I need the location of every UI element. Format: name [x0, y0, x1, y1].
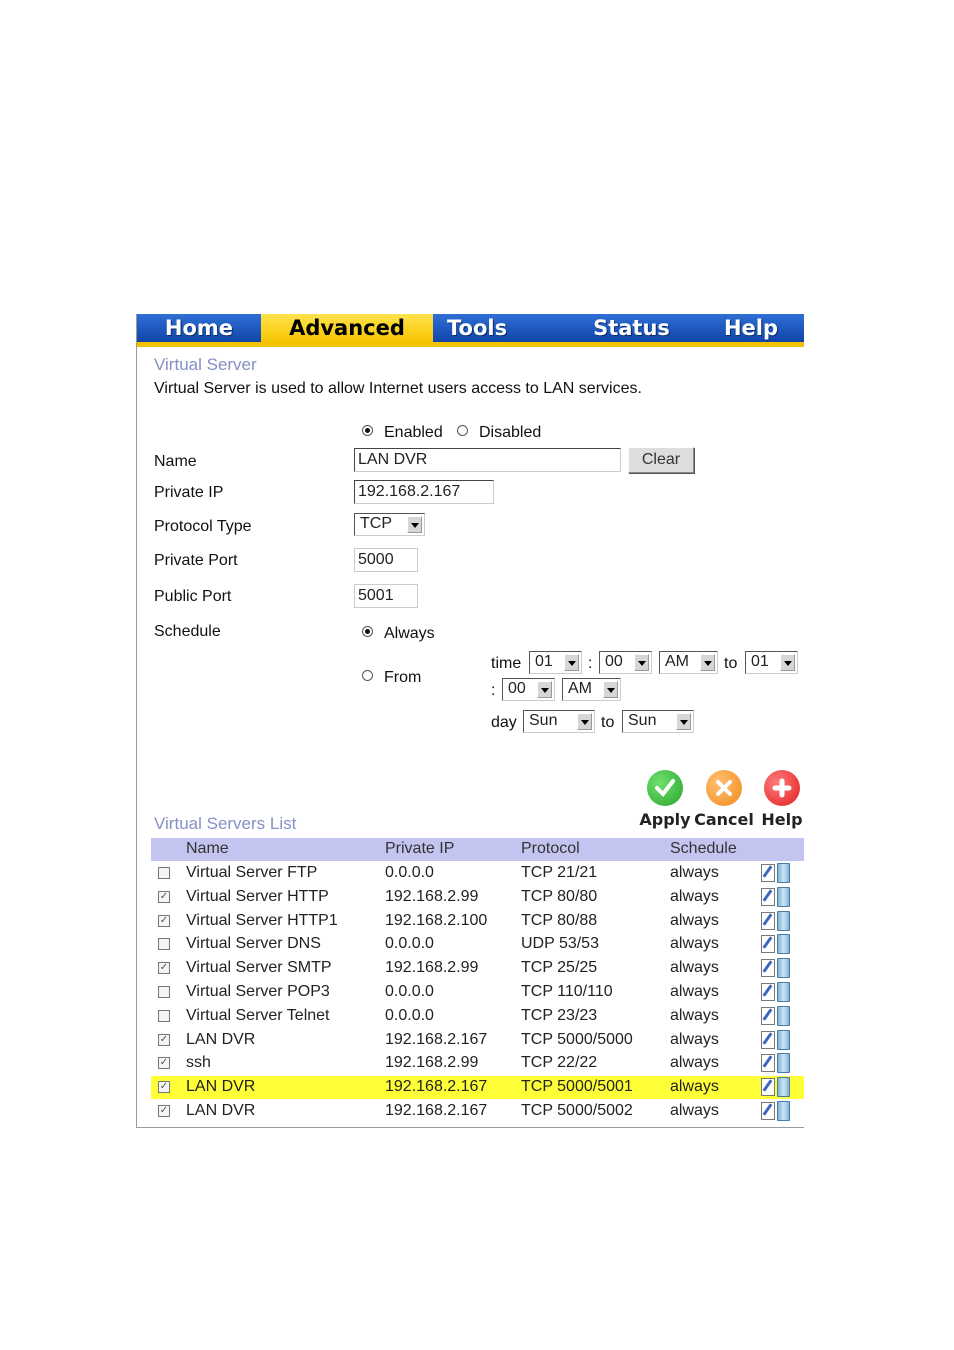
from-radio[interactable]: [362, 670, 373, 681]
to-minute-select[interactable]: [502, 678, 555, 701]
edit-icon[interactable]: [761, 912, 775, 930]
table-row[interactable]: [151, 981, 804, 1004]
chevron-down-icon: [577, 713, 592, 730]
row-checkbox[interactable]: [158, 986, 170, 998]
from-ampm-value: AM: [665, 653, 689, 670]
edit-icon[interactable]: [761, 1102, 775, 1120]
chevron-down-icon: [634, 654, 649, 671]
name-label: Name: [154, 453, 197, 470]
chevron-down-icon: [700, 654, 715, 671]
chevron-down-icon: [603, 681, 618, 698]
table-row[interactable]: [151, 886, 804, 909]
apply-button[interactable]: [634, 770, 696, 829]
time-label: time: [491, 655, 522, 672]
trash-icon[interactable]: [777, 934, 790, 954]
row-private-ip: 192.168.2.99: [385, 959, 479, 977]
row-schedule: always: [670, 959, 719, 977]
disabled-label: Disabled: [479, 424, 542, 441]
table-row[interactable]: [151, 862, 804, 885]
edit-icon[interactable]: [761, 1007, 775, 1025]
edit-icon[interactable]: [761, 1054, 775, 1072]
from-label: From: [384, 669, 422, 686]
table-row[interactable]: [151, 1100, 804, 1123]
table-row[interactable]: [151, 1052, 804, 1075]
row-checkbox[interactable]: ✓: [159, 1057, 169, 1069]
edit-icon[interactable]: [761, 959, 775, 977]
to-minute-value: 00: [508, 680, 526, 697]
trash-icon[interactable]: [777, 958, 790, 978]
row-protocol: TCP 5000/5002: [521, 1102, 633, 1119]
row-protocol: TCP 21/21: [521, 864, 598, 881]
chevron-down-icon: [537, 681, 552, 698]
row-name: Virtual Server Telnet: [186, 1006, 330, 1024]
nav-bar: [137, 314, 804, 342]
row-schedule: always: [670, 1006, 719, 1024]
row-private-ip: 192.168.2.167: [385, 1030, 488, 1048]
private-port-input[interactable]: 5000: [354, 548, 418, 572]
edit-icon[interactable]: [761, 983, 775, 1001]
row-checkbox[interactable]: ✓: [159, 1081, 169, 1093]
day-to-label: to: [601, 714, 615, 731]
protocol-value: TCP: [360, 515, 392, 532]
row-checkbox[interactable]: [158, 867, 170, 879]
row-schedule: always: [670, 1078, 719, 1096]
section-title: Virtual Server: [154, 355, 257, 374]
row-name: LAN DVR: [186, 1030, 256, 1048]
row-name: ssh: [186, 1054, 211, 1072]
x-icon: [706, 770, 742, 806]
row-protocol: UDP 53/53: [521, 935, 599, 953]
col-protocol: Protocol: [521, 840, 580, 857]
from-hour-value: 01: [535, 653, 553, 670]
row-schedule: always: [670, 887, 719, 905]
to-day-value: Sun: [628, 712, 657, 729]
day-label: day: [491, 714, 517, 731]
trash-icon[interactable]: [777, 1053, 790, 1073]
row-private-ip: 192.168.2.99: [385, 887, 479, 905]
row-schedule: always: [670, 983, 719, 1000]
time-colon-2: :: [491, 682, 496, 699]
row-protocol: TCP 80/80: [521, 887, 598, 905]
table-row[interactable]: [151, 933, 804, 956]
help-button[interactable]: [757, 770, 807, 829]
row-protocol: TCP 23/23: [521, 1006, 598, 1024]
row-protocol: TCP 22/22: [521, 1054, 598, 1072]
tab-status[interactable]: Status: [565, 314, 698, 342]
row-schedule: always: [670, 864, 719, 881]
from-ampm-select[interactable]: [659, 651, 718, 674]
to-hour-value: 01: [751, 653, 769, 670]
row-protocol: TCP 110/110: [521, 983, 613, 1000]
row-private-ip: 0.0.0.0: [385, 864, 434, 881]
trash-icon[interactable]: [777, 982, 790, 1002]
row-protocol: TCP 5000/5000: [521, 1030, 633, 1048]
tab-home[interactable]: Home: [137, 314, 261, 342]
table-row[interactable]: [151, 1029, 804, 1052]
row-checkbox[interactable]: ✓: [159, 890, 169, 902]
clear-button[interactable]: Clear: [628, 447, 694, 473]
chevron-down-icon: [564, 654, 579, 671]
plus-icon: [764, 770, 800, 806]
row-private-ip: 0.0.0.0: [385, 935, 434, 953]
row-checkbox[interactable]: ✓: [159, 1033, 169, 1045]
apply-label: Apply: [639, 810, 691, 829]
to-ampm-value: AM: [568, 680, 592, 697]
trash-icon[interactable]: [777, 863, 790, 883]
row-private-ip: 192.168.2.99: [385, 1054, 479, 1072]
time-to-label: to: [724, 655, 738, 672]
trash-icon[interactable]: [777, 1006, 790, 1026]
row-schedule: always: [670, 1054, 719, 1072]
table-row[interactable]: [151, 957, 804, 980]
row-private-ip: 192.168.2.167: [385, 1102, 488, 1119]
chevron-down-icon: [676, 713, 691, 730]
from-day-select[interactable]: [523, 710, 595, 733]
public-port-label: Public Port: [154, 588, 232, 605]
cancel-button[interactable]: [694, 770, 754, 829]
chevron-down-icon: [407, 516, 422, 533]
edit-icon[interactable]: [761, 935, 775, 953]
cancel-label: Cancel: [694, 810, 754, 829]
row-name: Virtual Server DNS: [186, 935, 321, 953]
row-checkbox[interactable]: ✓: [159, 962, 169, 974]
to-day-select[interactable]: [622, 710, 694, 733]
public-port-input[interactable]: 5001: [354, 584, 418, 608]
trash-icon[interactable]: [777, 1030, 790, 1050]
col-private-ip: Private IP: [385, 840, 455, 857]
row-checkbox[interactable]: ✓: [159, 914, 169, 926]
tab-tools[interactable]: Tools: [433, 314, 565, 342]
table-row[interactable]: [151, 1005, 804, 1028]
tab-advanced[interactable]: Advanced: [261, 314, 433, 342]
row-schedule: always: [670, 935, 719, 953]
to-ampm-select[interactable]: [562, 678, 621, 701]
trash-icon[interactable]: [777, 1101, 790, 1121]
col-schedule: Schedule: [670, 840, 737, 857]
row-checkbox[interactable]: [158, 1010, 170, 1022]
list-title: Virtual Servers List: [154, 814, 297, 833]
edit-icon[interactable]: [761, 888, 775, 906]
row-checkbox[interactable]: [158, 938, 170, 950]
edit-icon[interactable]: [761, 1078, 775, 1096]
row-private-ip: 0.0.0.0: [385, 983, 434, 1000]
row-private-ip: 192.168.2.167: [385, 1078, 488, 1096]
trash-icon[interactable]: [777, 1077, 790, 1097]
always-radio[interactable]: [362, 626, 373, 637]
row-schedule: always: [670, 911, 719, 929]
row-name: Virtual Server SMTP: [186, 959, 332, 977]
enabled-label: Enabled: [384, 424, 443, 441]
section-description: Virtual Server is used to allow Internet users access to LAN services.: [154, 380, 642, 397]
row-protocol: TCP 5000/5001: [521, 1078, 633, 1096]
check-icon: [647, 770, 683, 806]
trash-icon[interactable]: [777, 887, 790, 907]
row-private-ip: 0.0.0.0: [385, 1006, 434, 1024]
row-checkbox[interactable]: ✓: [159, 1105, 169, 1116]
private-ip-label: Private IP: [154, 484, 224, 501]
table-row[interactable]: [151, 1076, 804, 1099]
protocol-type-label: Protocol Type: [154, 518, 252, 535]
from-minute-value: 00: [605, 653, 623, 670]
always-label: Always: [384, 625, 435, 642]
protocol-select[interactable]: [354, 513, 425, 536]
tab-help[interactable]: Help: [698, 314, 804, 342]
row-schedule: always: [670, 1030, 719, 1048]
nav-underline: [137, 342, 804, 347]
row-name: LAN DVR: [186, 1102, 256, 1119]
row-protocol: TCP 25/25: [521, 959, 598, 977]
trash-icon[interactable]: [777, 911, 790, 931]
row-name: LAN DVR: [186, 1078, 256, 1096]
schedule-label: Schedule: [154, 623, 221, 640]
private-ip-input[interactable]: 192.168.2.167: [354, 480, 494, 504]
table-header: [151, 838, 804, 861]
time-colon: :: [588, 655, 593, 672]
row-schedule: always: [670, 1102, 719, 1119]
table-row[interactable]: [151, 910, 804, 933]
name-input[interactable]: LAN DVR: [354, 448, 621, 472]
disabled-radio[interactable]: [457, 425, 468, 436]
from-hour-select[interactable]: [529, 651, 582, 674]
from-day-value: Sun: [529, 712, 558, 729]
row-name: Virtual Server FTP: [186, 864, 318, 881]
enabled-radio[interactable]: [362, 425, 373, 436]
row-name: Virtual Server POP3: [186, 983, 330, 1000]
from-minute-select[interactable]: [599, 651, 652, 674]
edit-icon[interactable]: [761, 864, 775, 882]
help-label: Help: [761, 810, 803, 829]
chevron-down-icon: [780, 654, 795, 671]
router-panel: [136, 314, 804, 1128]
to-hour-select[interactable]: [745, 651, 798, 674]
row-private-ip: 192.168.2.100: [385, 911, 488, 929]
row-name: Virtual Server HTTP1: [186, 911, 338, 929]
edit-icon[interactable]: [761, 1031, 775, 1049]
row-name: Virtual Server HTTP: [186, 887, 329, 905]
col-name: Name: [186, 840, 229, 857]
private-port-label: Private Port: [154, 552, 238, 569]
row-protocol: TCP 80/88: [521, 911, 598, 929]
